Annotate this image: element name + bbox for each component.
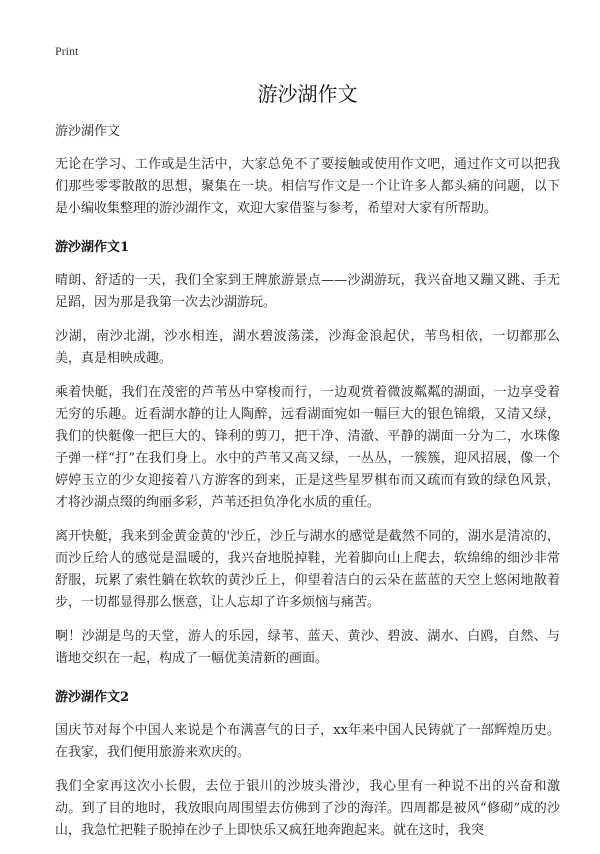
section-2-paragraph-1: 国庆节对每个中国人来说是个布满喜气的日子，xx年来中国人民铸就了一部辉煌历史。在我家，我们便用旅游来欢庆的。 xyxy=(55,723,560,760)
print-link[interactable]: Print xyxy=(55,44,79,58)
document-page xyxy=(55,44,560,854)
section-1-paragraph-3: 乘着快艇，我们在茂密的芦苇丛中穿梭而行，一边观赏着微波粼粼的湖面，一边享受着无穷的乐趣。近看湖水静的让人陶醉，远看湖面宛如一幅巨大的银色锦缎，又清又绿，我们的快艇像一把巨大的、锋利的剪刀，把干净、清澈、平静的湖面一分为二，水珠像子弹一样“打”在我们身上。水中的芦苇又高又绿，一丛丛，一簇簇，迎风招展，像一个婷婷玉立的少女迎接着八方游客的到来，正是这些星罗棋布而又疏而有致的绿色风景，才将沙湖点缀的绚丽多彩，芦苇还担负净化水质的重任。 xyxy=(55,385,560,510)
section-1-paragraph-1: 晴朗、舒适的一天，我们全家到王牌旅游景点——沙湖游玩，我兴奋地又蹦又跳、手无足蹈，因为那是我第一次去沙湖游玩。 xyxy=(55,273,560,310)
section-1-paragraph-2: 沙湖，南沙北湖，沙水相连，湖水碧波荡漾，沙海金浪起伏，苇鸟相依，一切都那么美，真是相映成趣。 xyxy=(55,329,560,366)
intro-paragraph: 无论在学习、工作或是生活中，大家总免不了要接触或使用作文吧，通过作文可以把我们那些零零散散的思想，聚集在一块。相信写作文是一个让许多人都头痛的问题，以下是小编收集整理的游沙湖作文，欢迎大家借鉴与参考，希望对大家有所帮助。 xyxy=(55,157,560,216)
document-subtitle: 游沙湖作文 xyxy=(55,124,121,139)
section-1-paragraph-5: 啊！沙湖是鸟的天堂，游人的乐园，绿苇、蓝天、黄沙、碧波、湖水、白鸥，自然、与谐地交织在一起，构成了一幅优美清新的画面。 xyxy=(55,629,560,666)
document-title: 游沙湖作文 xyxy=(257,82,358,106)
section-heading-2: 游沙湖作文2 xyxy=(55,690,130,705)
section-heading-1: 游沙湖作文1 xyxy=(55,240,130,255)
section-2-paragraph-2: 我们全家再这次小长假，去位于银川的沙坡头滑沙，我心里有一种说不出的兴奋和激动。到了目的地时，我放眼向周围望去仿佛到了沙的海洋。四周都是被风“修砌”成的沙山，我急忙把鞋子脱掉在沙子上即快乐又疯狂地奔跑起来。就在这时，我突 xyxy=(55,779,560,838)
section-1-paragraph-4: 离开快艇，我来到金黄金黄的'沙丘，沙丘与湖水的感觉是截然不同的，湖水是清凉的，而沙丘给人的感觉是温暖的，我兴奋地脱掉鞋，光着脚向山上爬去，软绵绵的细沙非常舒服，玩累了索性躺在软软的黄沙丘上，仰望着洁白的云朵在蓝蓝的天空上悠闲地散着步，一切都显得那么惬意，让人忘却了许多烦恼与痛苦。 xyxy=(55,529,560,610)
